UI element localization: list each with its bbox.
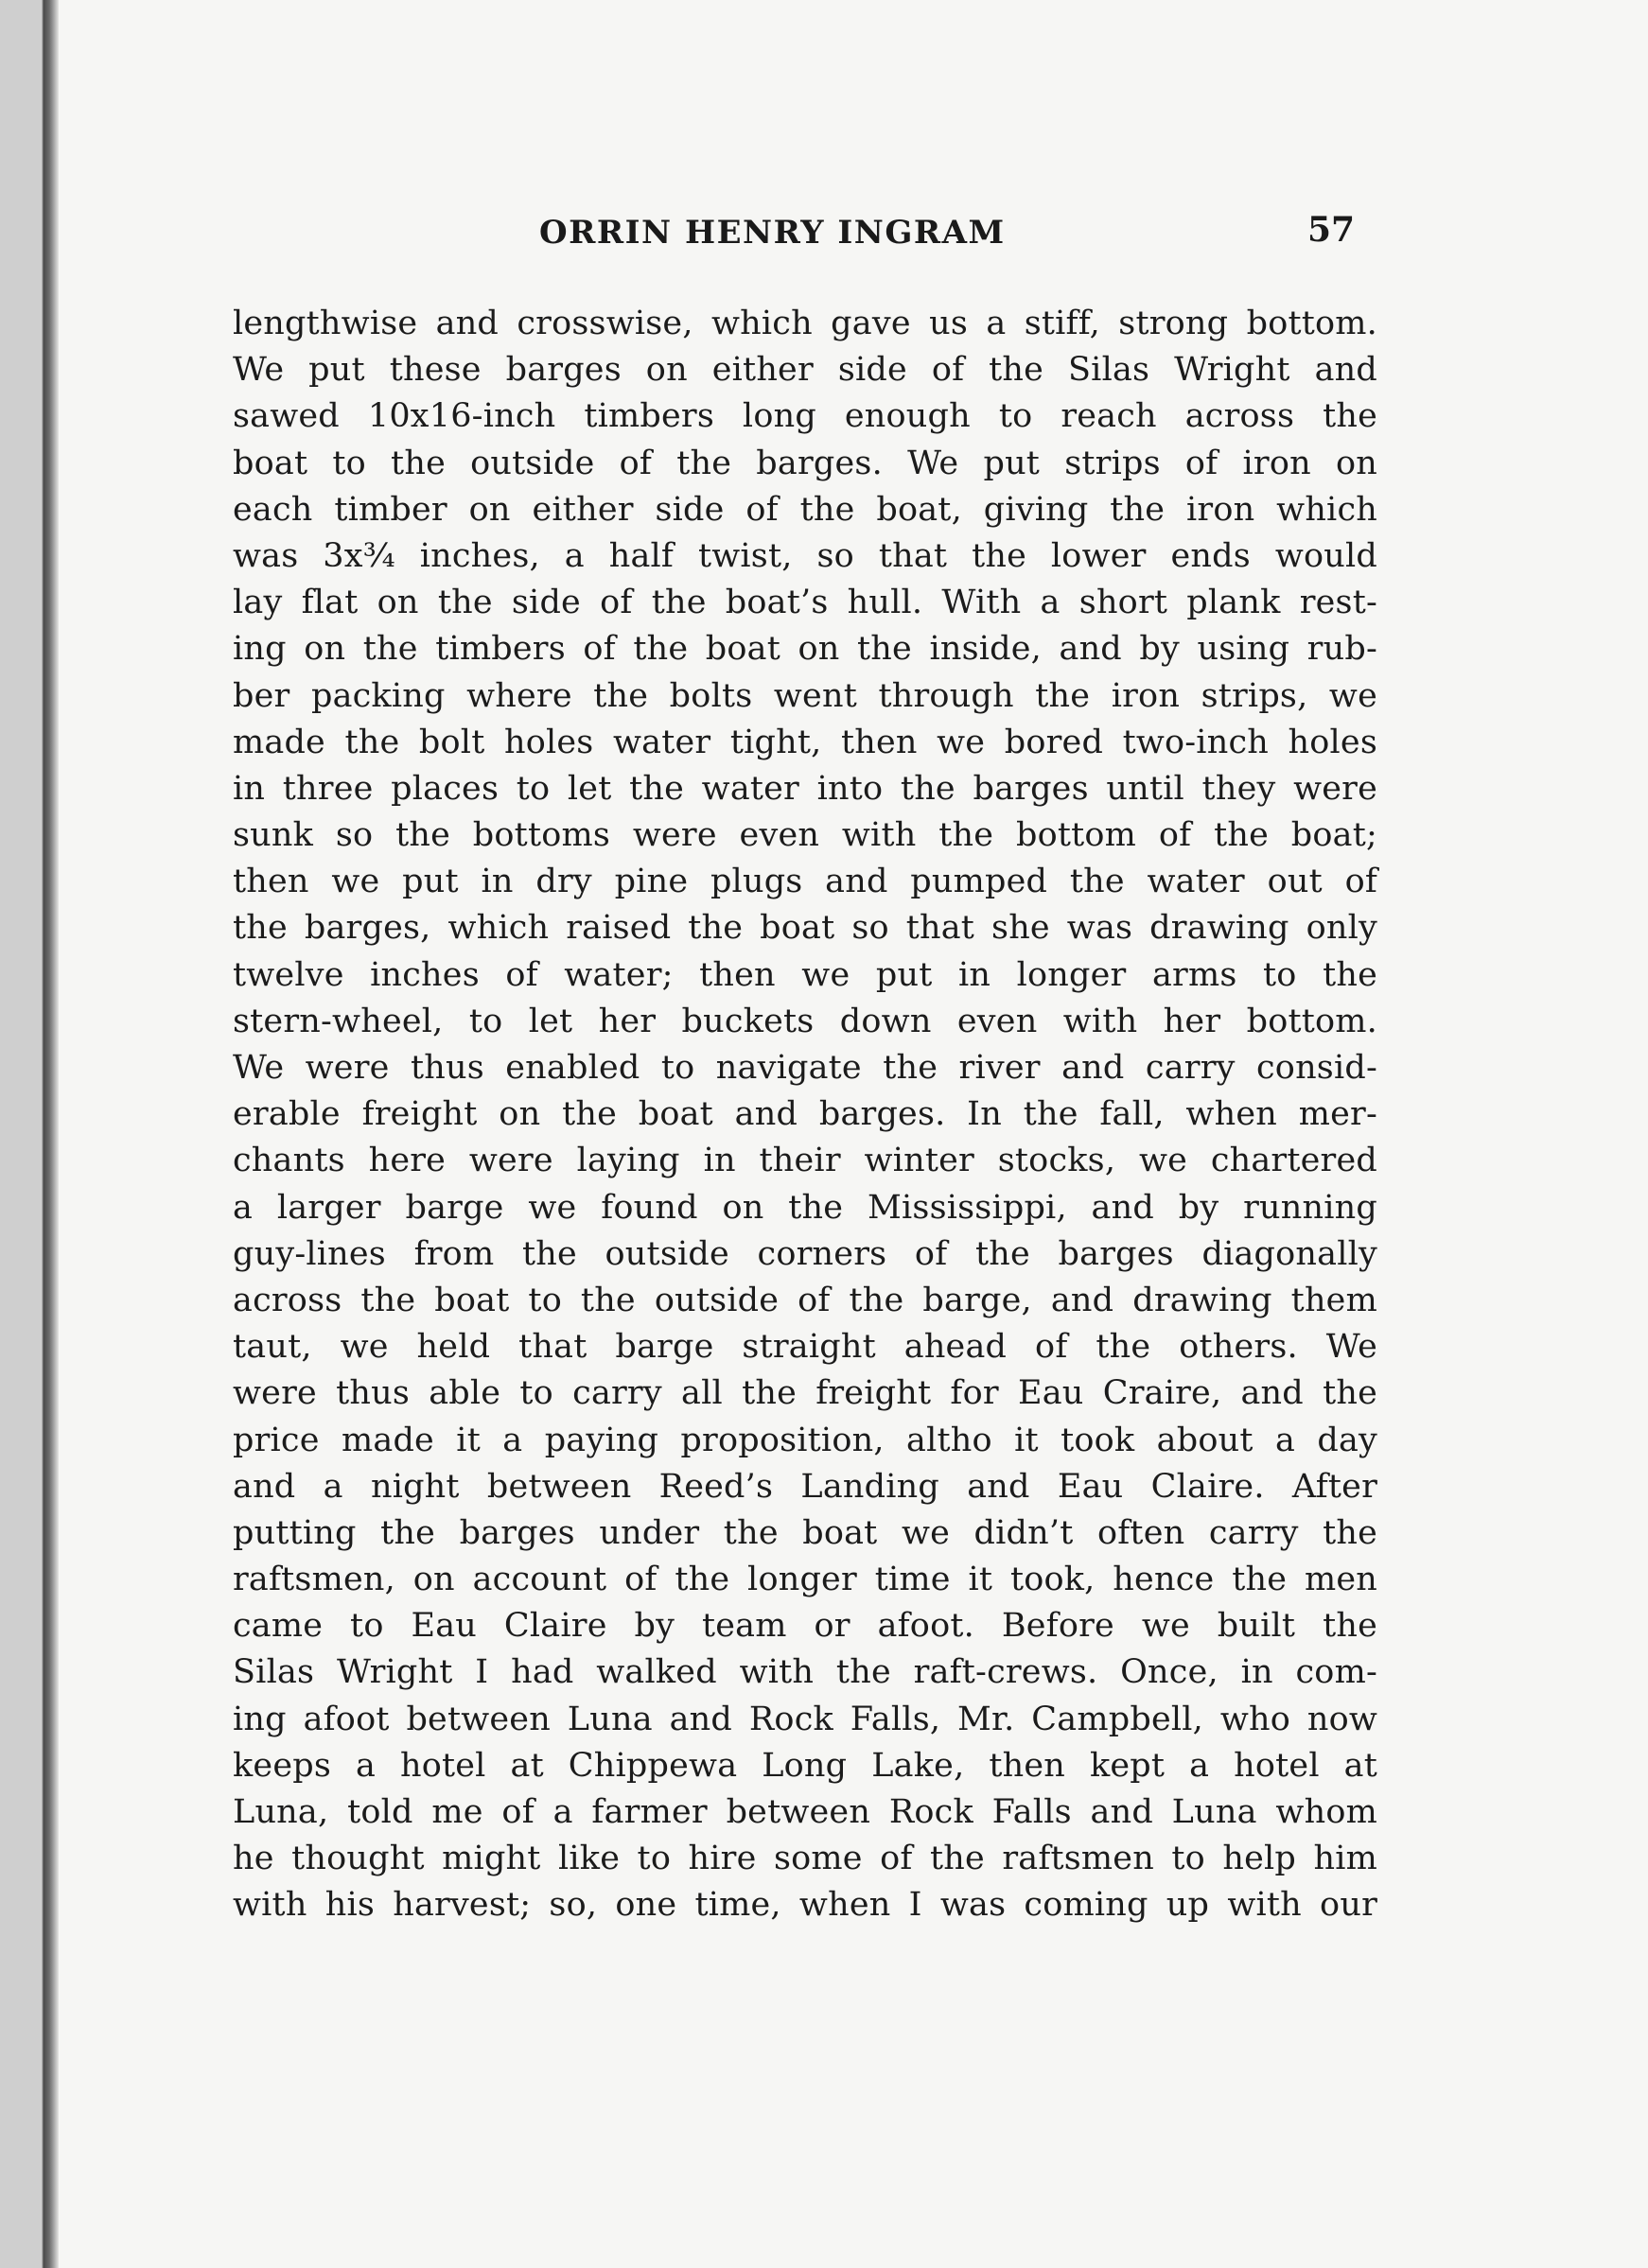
text-line: raftsmen, on account of the longer time it took, hence the men [233,1561,1377,1599]
text-line: the barges, which raised the boat so that she was drawing only [233,909,1377,948]
text-line: and a night between Reed’s Landing and Eau Claire. After [233,1467,1377,1506]
text-line: he thought might like to hire some of the raftsmen to help him [233,1840,1377,1878]
running-title: ORRIN HENRY INGRAM [539,214,1006,252]
text-line: a larger barge we found on the Mississippi, and by running [233,1188,1377,1227]
text-line: taut, we held that barge straight ahead of the others. We [233,1328,1377,1367]
book-page [59,0,1648,2268]
page-number: 57 [1307,210,1356,250]
text-line: then we put in dry pine plugs and pumped the water out of [233,863,1377,901]
text-line: twelve inches of water; then we put in longer arms to the [233,955,1377,994]
text-line: sunk so the bottoms were even with the bottom of the boat; [233,816,1377,855]
text-line: We were thus enabled to navigate the river and carry consid- [233,1049,1377,1087]
text-line: ing afoot between Luna and Rock Falls, Mr. Campbell, who now [233,1700,1377,1738]
book-spine-shadow [0,0,59,2268]
text-line: each timber on either side of the boat, giving the iron which [233,490,1377,529]
body-text [233,301,1377,1929]
text-line: lay flat on the side of the boat’s hull. With a short plank rest- [233,584,1377,622]
text-line: price made it a paying proposition, altho it took about a day [233,1421,1377,1459]
text-line: with his harvest; so, one time, when I was coming up with our [233,1886,1377,1925]
text-line: came to Eau Claire by team or afoot. Before we built the [233,1607,1377,1646]
text-line: Silas Wright I had walked with the raft-crews. Once, in com- [233,1653,1377,1692]
text-line: were thus able to carry all the freight for Eau Craire, and the [233,1374,1377,1413]
text-line: We put these barges on either side of the Silas Wright and [233,351,1377,390]
text-line: in three places to let the water into the barges until they were [233,769,1377,808]
text-line: stern-wheel, to let her buckets down even with her bottom. [233,1002,1377,1040]
text-line: lengthwise and crosswise, which gave us a stiff, strong bottom. [233,305,1377,342]
text-line: boat to the outside of the barges. We put strips of iron on [233,444,1377,482]
text-line: was 3x¾ inches, a half twist, so that the lower ends would [233,536,1377,575]
text-line: ber packing where the bolts went through the iron strips, we [233,676,1377,715]
running-head [59,210,1648,270]
text-line: made the bolt holes water tight, then we bored two-inch holes [233,723,1377,761]
text-line: erable freight on the boat and barges. In the fall, when mer- [233,1095,1377,1134]
text-line: guy-lines from the outside corners of the barges diagonally [233,1234,1377,1273]
text-line: keeps a hotel at Chippewa Long Lake, then kept a hotel at [233,1746,1377,1785]
text-line: chants here were laying in their winter stocks, we chartered [233,1142,1377,1180]
text-line: sawed 10x16-inch timbers long enough to reach across the [233,397,1377,436]
text-line: Luna, told me of a farmer between Rock Falls and Luna whom [233,1793,1377,1831]
text-line: across the boat to the outside of the barge, and drawing them [233,1281,1377,1319]
text-line: putting the barges under the boat we didn’t often carry the [233,1513,1377,1552]
text-line: ing on the timbers of the boat on the inside, and by using rub- [233,630,1377,669]
